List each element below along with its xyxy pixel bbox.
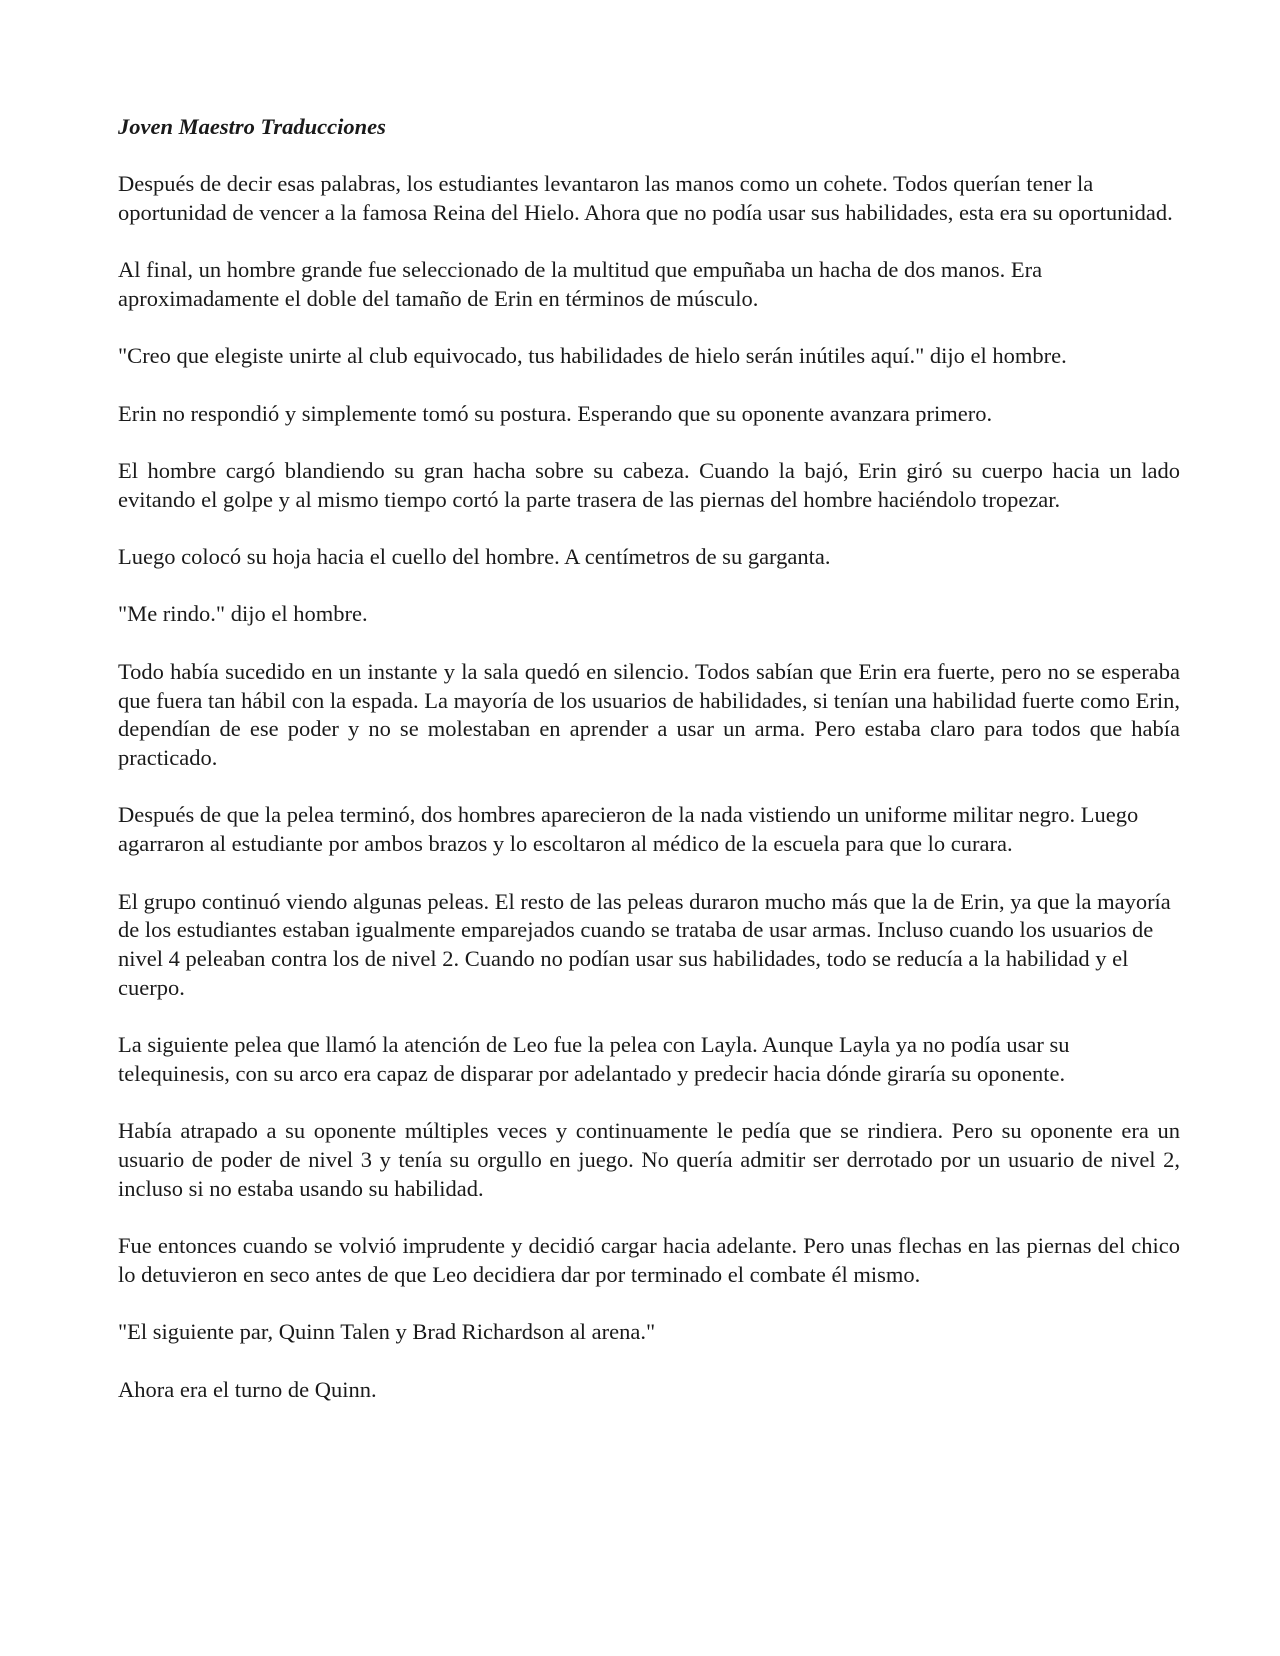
paragraph-4: Erin no respondió y simplemente tomó su postura. Esperando que su oponente avanzara primero. [118, 400, 993, 426]
paragraph-5: El hombre cargó blandiendo su gran hacha sobre su cabeza. Cuando la bajó, Erin giró su cuerpo hacia un lado evitando el golpe y al mismo tiempo cortó la parte trasera de las piernas del hombre haciéndolo tropezar. [118, 458, 1180, 512]
paragraph-9: Después de que la pelea terminó, dos hombres aparecieron de la nada vistiendo un uniforme militar negro. Luego agarraron al estudiante por ambos brazos y lo escoltaron al médico de la escuela para que lo curara. [118, 802, 1139, 857]
paragraph-12: Había atrapado a su oponente múltiples veces y continuamente le pedía que se rindiera. Pero su oponente era un usuario de poder de nivel 3 y tenía su orgullo en juego. No quería admitir ser derrotado por un usuario de nivel 2, incluso si no estaba usando su habilidad. [118, 1118, 1180, 1201]
document-page [118, 113, 1180, 1433]
paragraph-14: "El siguiente par, Quinn Talen y Brad Richardson al arena." [118, 1319, 656, 1345]
paragraph-6: Luego colocó su hoja hacia el cuello del hombre. A centímetros de su garganta. [118, 544, 831, 570]
paragraph-7: "Me rindo." dijo el hombre. [118, 601, 368, 627]
paragraph-13: Fue entonces cuando se volvió imprudente y decidió cargar hacia adelante. Pero unas flechas en las piernas del chico lo detuvieron en seco antes de que Leo decidiera dar por terminado el combate él mismo. [118, 1233, 1180, 1288]
paragraph-8: Todo había sucedido en un instante y la sala quedó en silencio. Todos sabían que Erin era fuerte, pero no se esperaba que fuera tan hábil con la espada. La mayoría de los usuarios de habilidades, si tenían una habilidad fuerte como Erin, dependían de ese poder y no se molestaban en aprender a usar un arma. Pero estaba claro para todos que había practicado. [118, 658, 1180, 771]
document-heading: Joven Maestro Traducciones [118, 114, 386, 139]
paragraph-3: "Creo que elegiste unirte al club equivocado, tus habilidades de hielo serán inútiles aquí." dijo el hombre. [118, 343, 1067, 369]
paragraph-15: Ahora era el turno de Quinn. [118, 1376, 377, 1402]
paragraph-11: La siguiente pelea que llamó la atención de Leo fue la pelea con Layla. Aunque Layla ya no podía usar su telequinesis, con su arco era capaz de disparar por adelantado y predecir hacia dónde giraría su oponente. [118, 1032, 1070, 1087]
paragraph-1: Después de decir esas palabras, los estudiantes levantaron las manos como un cohete. Todos querían tener la oportunidad de vencer a la famosa Reina del Hielo. Ahora que no podía usar sus habilidades, esta era su oportunidad. [118, 171, 1173, 226]
paragraph-2: Al final, un hombre grande fue seleccionado de la multitud que empuñaba un hacha de dos manos. Era aproximadamente el doble del tamaño de Erin en términos de músculo. [118, 257, 1043, 312]
paragraph-10: El grupo continuó viendo algunas peleas. El resto de las peleas duraron mucho más que la de Erin, ya que la mayoría de los estudiantes estaban igualmente emparejados cuando se trataba de usar armas. Incluso cuando los usuarios de nivel 4 peleaban contra los de nivel 2. Cuando no podían usar sus habilidades, todo se reducía a la habilidad y el cuerpo. [118, 888, 1171, 1000]
